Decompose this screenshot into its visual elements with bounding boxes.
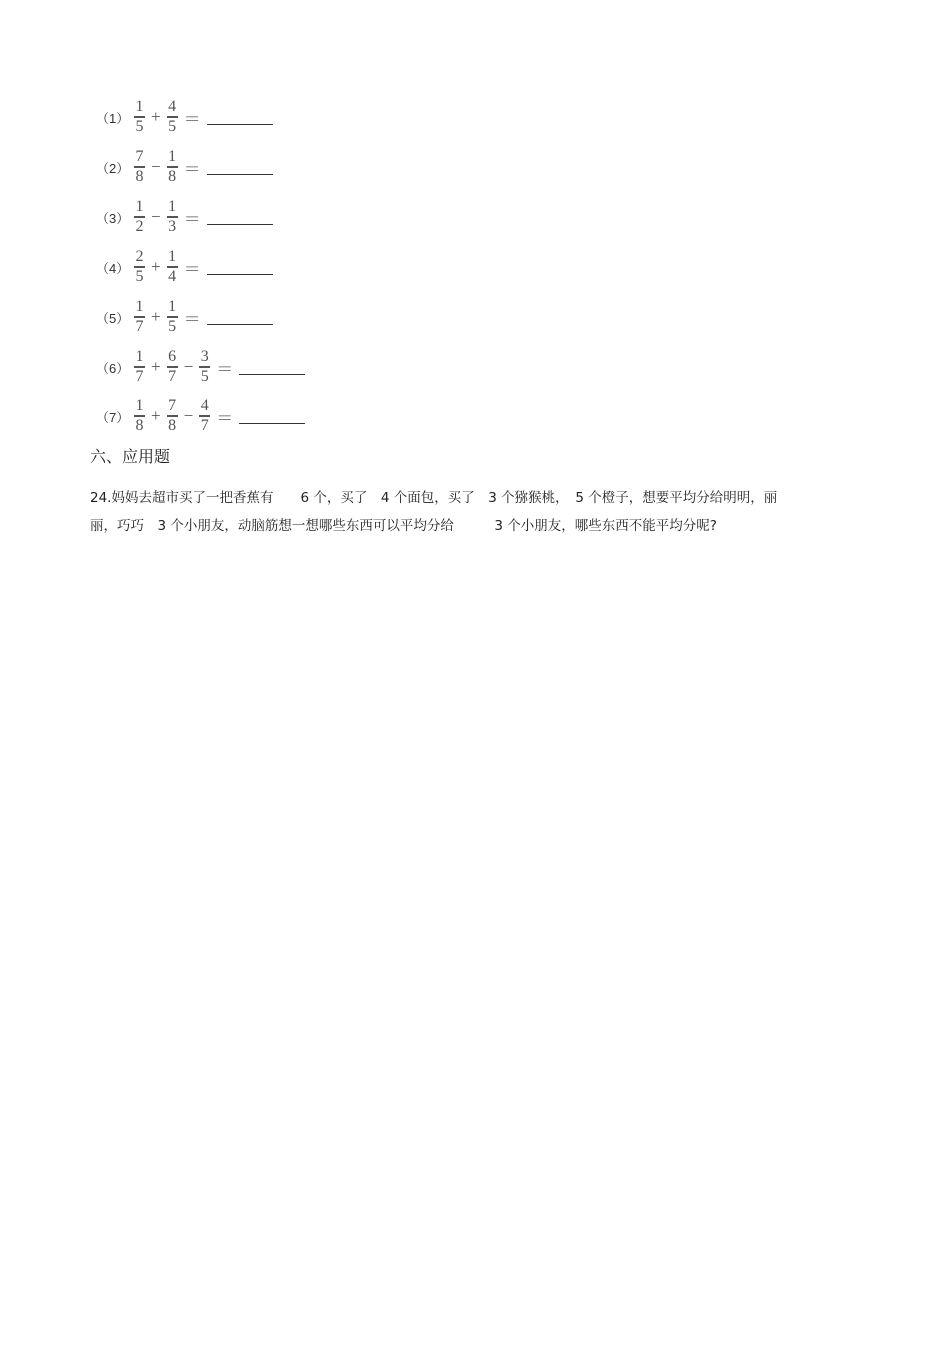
equals-sign: ＝ — [183, 209, 201, 229]
operator: + — [151, 307, 161, 326]
numerator: 1 — [135, 98, 144, 116]
problem-number: （5） — [96, 310, 130, 326]
numerator: 2 — [135, 248, 144, 266]
question-line-1: 24.妈妈去超市买了一把香蕉有 6 个，买了 4 个面包，买了 3 个猕猴桃， 5 个橙子，想要平均分给明明，丽 — [90, 490, 778, 506]
fraction — [167, 398, 178, 433]
numerator: 7 — [135, 148, 144, 166]
fraction — [167, 299, 178, 334]
operator: + — [151, 357, 161, 376]
denominator: 7 — [200, 416, 209, 434]
equals-sign: ＝ — [183, 259, 201, 279]
word-problem-24 — [90, 484, 850, 540]
fraction — [134, 249, 145, 284]
numerator: 1 — [168, 198, 177, 216]
fraction — [134, 398, 145, 433]
operator: − — [183, 357, 194, 376]
problem-number: （7） — [96, 409, 130, 425]
problem-5 — [96, 297, 273, 337]
denominator: 3 — [168, 217, 177, 235]
denominator: 7 — [168, 367, 177, 385]
expression — [132, 249, 273, 284]
fraction — [134, 299, 145, 334]
expression — [132, 349, 305, 384]
answer-blank[interactable] — [207, 160, 273, 175]
numerator: 1 — [168, 148, 177, 166]
problem-7 — [96, 396, 305, 436]
equals-sign: ＝ — [183, 159, 201, 179]
fraction — [167, 99, 178, 134]
numerator: 1 — [168, 248, 177, 266]
fraction — [167, 149, 178, 184]
denominator: 5 — [200, 367, 209, 385]
denominator: 5 — [135, 117, 144, 135]
problem-number: （2） — [96, 160, 130, 176]
expression — [132, 299, 273, 334]
equals-sign: ＝ — [216, 408, 234, 428]
expression — [132, 149, 273, 184]
problem-3 — [96, 197, 273, 237]
question-line-2: 丽，巧巧 3 个小朋友，动脑筋想一想哪些东西可以平均分给 3 个小朋友，哪些东西不能平均分呢? — [90, 518, 717, 534]
equals-sign: ＝ — [183, 109, 201, 129]
denominator: 8 — [135, 416, 144, 434]
denominator: 8 — [135, 167, 144, 185]
denominator: 7 — [135, 317, 144, 335]
fraction — [134, 149, 145, 184]
answer-blank[interactable] — [207, 260, 273, 275]
denominator: 4 — [168, 267, 177, 285]
problem-6 — [96, 347, 305, 387]
denominator: 5 — [168, 117, 177, 135]
problem-4 — [96, 247, 273, 287]
denominator: 5 — [168, 317, 177, 335]
answer-blank[interactable] — [239, 409, 305, 424]
denominator: 8 — [168, 416, 177, 434]
fraction — [199, 398, 210, 433]
problem-2 — [96, 147, 273, 187]
numerator: 1 — [135, 348, 144, 366]
problem-1 — [96, 97, 273, 137]
expression — [132, 398, 305, 433]
fraction — [134, 349, 145, 384]
denominator: 5 — [135, 267, 144, 285]
denominator: 7 — [135, 367, 144, 385]
problem-number: （3） — [96, 210, 130, 226]
numerator: 4 — [200, 397, 209, 415]
numerator: 1 — [135, 198, 144, 216]
answer-blank[interactable] — [239, 360, 305, 375]
expression — [132, 99, 273, 134]
numerator: 1 — [135, 298, 144, 316]
fraction — [167, 199, 178, 234]
denominator: 8 — [168, 167, 177, 185]
numerator: 4 — [168, 98, 177, 116]
section-title: 六、应用题 — [90, 447, 171, 466]
problem-number: （1） — [96, 110, 130, 126]
denominator: 2 — [135, 217, 144, 235]
problem-number: （6） — [96, 360, 130, 376]
operator: − — [151, 207, 161, 226]
expression — [132, 199, 273, 234]
equals-sign: ＝ — [183, 309, 201, 329]
fraction — [199, 349, 210, 384]
fraction — [134, 99, 145, 134]
answer-blank[interactable] — [207, 310, 273, 325]
numerator: 7 — [168, 397, 177, 415]
numerator: 1 — [135, 397, 144, 415]
operator: − — [151, 157, 161, 176]
operator: + — [151, 406, 161, 425]
equals-sign: ＝ — [216, 359, 234, 379]
fraction — [167, 349, 178, 384]
operator: − — [183, 406, 194, 425]
numerator: 1 — [168, 298, 177, 316]
numerator: 6 — [168, 348, 177, 366]
fraction — [167, 249, 178, 284]
numerator: 3 — [200, 348, 209, 366]
answer-blank[interactable] — [207, 210, 273, 225]
operator: + — [151, 107, 161, 126]
operator: + — [151, 257, 161, 276]
answer-blank[interactable] — [207, 110, 273, 125]
fraction — [134, 199, 145, 234]
problem-number: （4） — [96, 260, 130, 276]
